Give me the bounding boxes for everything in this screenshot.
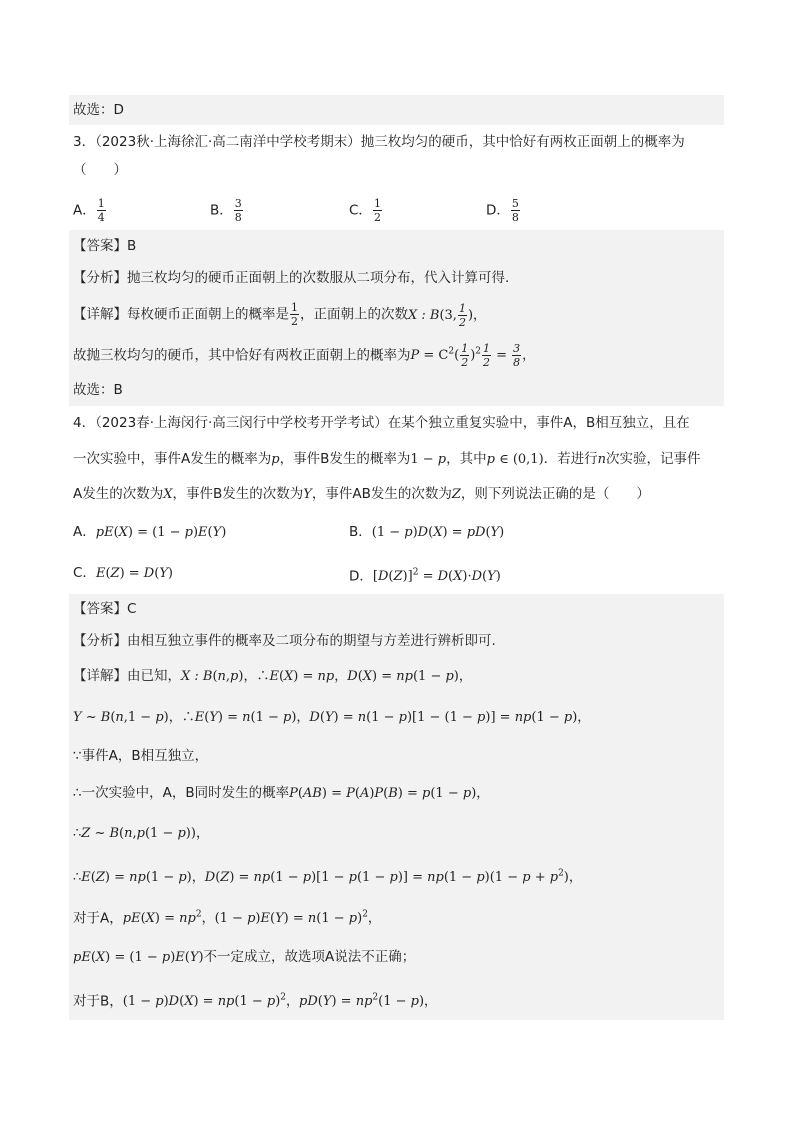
formula-p-range: p ∈ (0,1) [486,452,544,467]
formula: pE(X) = (1 − p)E(Y) [73,950,204,965]
q4-number: 4． [73,415,96,431]
prev-conclusion: 故选：D [73,102,124,118]
formula: Y ~ B(n,1 − p)，∴E(Y) = n(1 − p)，D(Y) = n(1 − p)[1 − (1 − p)] = np(1 − p)， [73,710,591,725]
q4-stem-1 [73,413,690,433]
stem-text: ．若进行 [543,451,598,467]
detail-text: 对于A， [73,910,123,927]
option-label: D． [349,568,373,585]
answer-value: B [127,238,137,254]
formula-z: Z [451,487,461,502]
analysis-text: 由相互独立事件的概率及二项分布的期望与方差进行辨析即可. [127,633,496,649]
q4-source: （2023春·上海闵行·高三闵行中学校考开学考试） [95,415,388,431]
q3-option-c [349,198,383,223]
option-label: C． [349,202,372,219]
numerator: 1 [373,197,381,210]
q4-option-c [73,563,173,584]
stem-text: ，事件B发生的概率为 [279,451,411,467]
q3-number: 3． [73,134,96,150]
option-label: A． [73,202,96,219]
q4-detail-2 [73,707,590,728]
q3-answer [73,236,136,256]
answer-tag: 【答案】 [73,601,127,617]
q4-stem-2 [73,449,701,470]
detail-text: ∴一次实验中，A，B同时发生的概率 [73,785,290,801]
formula: $pE(X) = np^2$，$(1 - p)E(Y) = n(1 - p)^2$， [122,910,381,927]
q3-detail-1 [73,302,486,328]
numerator: 5 [511,197,519,210]
q4-because: ∵事件A，B相互独立， [73,748,209,764]
q3-detail-2 [73,342,535,368]
formula: ∴Z ~ B(n,p(1 − p))， [73,826,209,841]
denominator: 2 [373,211,381,224]
q3-option-a [73,198,107,223]
q4-detail-4 [73,823,209,844]
q3-option-d [486,198,521,223]
q4-detail-6 [73,905,381,929]
q4-detail-8 [73,988,437,1012]
band-q4-answer [69,594,724,624]
formula: P(AB) = P(A)P(B) = p(1 − p)， [289,786,490,801]
detail-text: ，正面朝上的次数 [300,306,408,323]
option-label: A． [73,524,96,540]
answer-tag: 【答案】 [73,238,127,254]
q3-stem-text: 抛三枚均匀的硬币，其中恰好有两枚正面朝上的概率为 [360,134,685,150]
detail-text: 由已知， [127,668,181,684]
denominator: 8 [234,211,242,224]
detail-text: 故抛三枚均匀的硬币，其中恰好有两枚正面朝上的概率为 [73,347,411,364]
stem-text: ，事件AB发生的次数为 [311,486,452,502]
stem-text: A发生的次数为 [73,486,164,502]
option-label: B． [210,202,233,219]
formula-half: $\frac{1}{2}$ [291,301,298,328]
option-label: D． [486,202,510,219]
band-q3-answer [69,230,724,262]
formula: X : B(n,p)，∴E(X) = np，D(X) = np(1 − p)， [181,669,472,684]
formula: $[D(Z)]^2 = D(X)\cdot D(Y)$ [372,568,501,585]
q4-detail-5 [73,864,582,888]
formula-binomial: X : B(3, $\frac{1}{2}$ )， [408,301,487,329]
fraction [511,198,520,223]
formula: ∴E(Z) = np(1 − p)，$D(Z) = np(1 - p)[1 - p(1 - p)] = np(1 - p)(1 - p + p^2)$， [73,869,582,886]
q4-stem-text: 在某个独立重复实验中，事件A，B相互独立，且在 [387,415,690,431]
q4-detail-1 [73,666,472,687]
stem-text: ，事件B发生的次数为 [172,486,304,502]
formula-probability: $P = C^2$( $\frac{1}{2}$ )$^2$ $\frac{1}{2}$ = $\frac{3}{8}$ ， [410,342,536,370]
analysis-tag: 【分析】 [73,270,127,286]
q4-option-b [349,522,504,543]
denominator: 4 [97,211,105,224]
q3-source: （2023秋·上海徐汇·高二南洋中学校考期末） [95,134,361,150]
q3-option-b [210,198,244,223]
stem-text: 一次实验中，事件A发生的概率为 [73,451,272,467]
numerator: 1 [97,197,105,210]
q3-analysis [73,268,509,288]
formula: (1 − p)D(X) = pD(Y) [371,525,505,540]
q4-option-a [73,522,226,543]
q3-conclusion: 故选：B [73,382,123,398]
formula-n: n [597,452,607,467]
stem-text: ，则下列说法正确的是（ ） [460,486,650,502]
detail-text: 每枚硬币正面朝上的概率是 [127,306,289,323]
q4-answer [73,599,136,619]
q3-paren: （ ） [73,162,127,178]
formula-y: Y [303,487,312,502]
option-label: C． [73,565,96,581]
stem-text: ，其中 [446,451,487,467]
detail-tag: 【详解】 [73,668,127,684]
detail-tag: 【详解】 [73,306,127,323]
formula-p: p [271,452,280,467]
band-q3-conclusion [69,374,724,406]
analysis-tag: 【分析】 [73,633,127,649]
fraction [97,198,106,223]
q4-stem-3 [73,484,650,505]
q4-analysis [73,631,496,651]
denominator: 8 [511,211,519,224]
formula: E(Z) = D(Y) [95,566,173,581]
numerator: 3 [234,197,242,210]
formula: pE(X) = (1 − p)E(Y) [95,525,227,540]
band-prev [69,95,724,125]
formula: $(1 - p)D(X) = np(1 - p)^2$，$pD(Y) = np^2(1 - p)$， [122,993,438,1010]
fraction [234,198,243,223]
fraction [373,198,382,223]
answer-value: C [127,601,137,617]
formula-x: X [163,487,173,502]
detail-text: 对于B， [73,993,123,1010]
detail-text: 不一定成立，故选项A说法不正确； [203,949,416,965]
analysis-text: 抛三枚均匀的硬币正面朝上的次数服从二项分布，代入计算可得. [127,270,510,286]
q4-option-d [349,563,501,587]
stem-text: 次实验，记事件 [606,451,701,467]
q4-detail-3 [73,783,489,804]
q3-stem [73,132,685,152]
q4-detail-7 [73,947,415,968]
option-label: B． [349,524,372,540]
formula-1-minus-p: 1 − p [410,452,447,467]
